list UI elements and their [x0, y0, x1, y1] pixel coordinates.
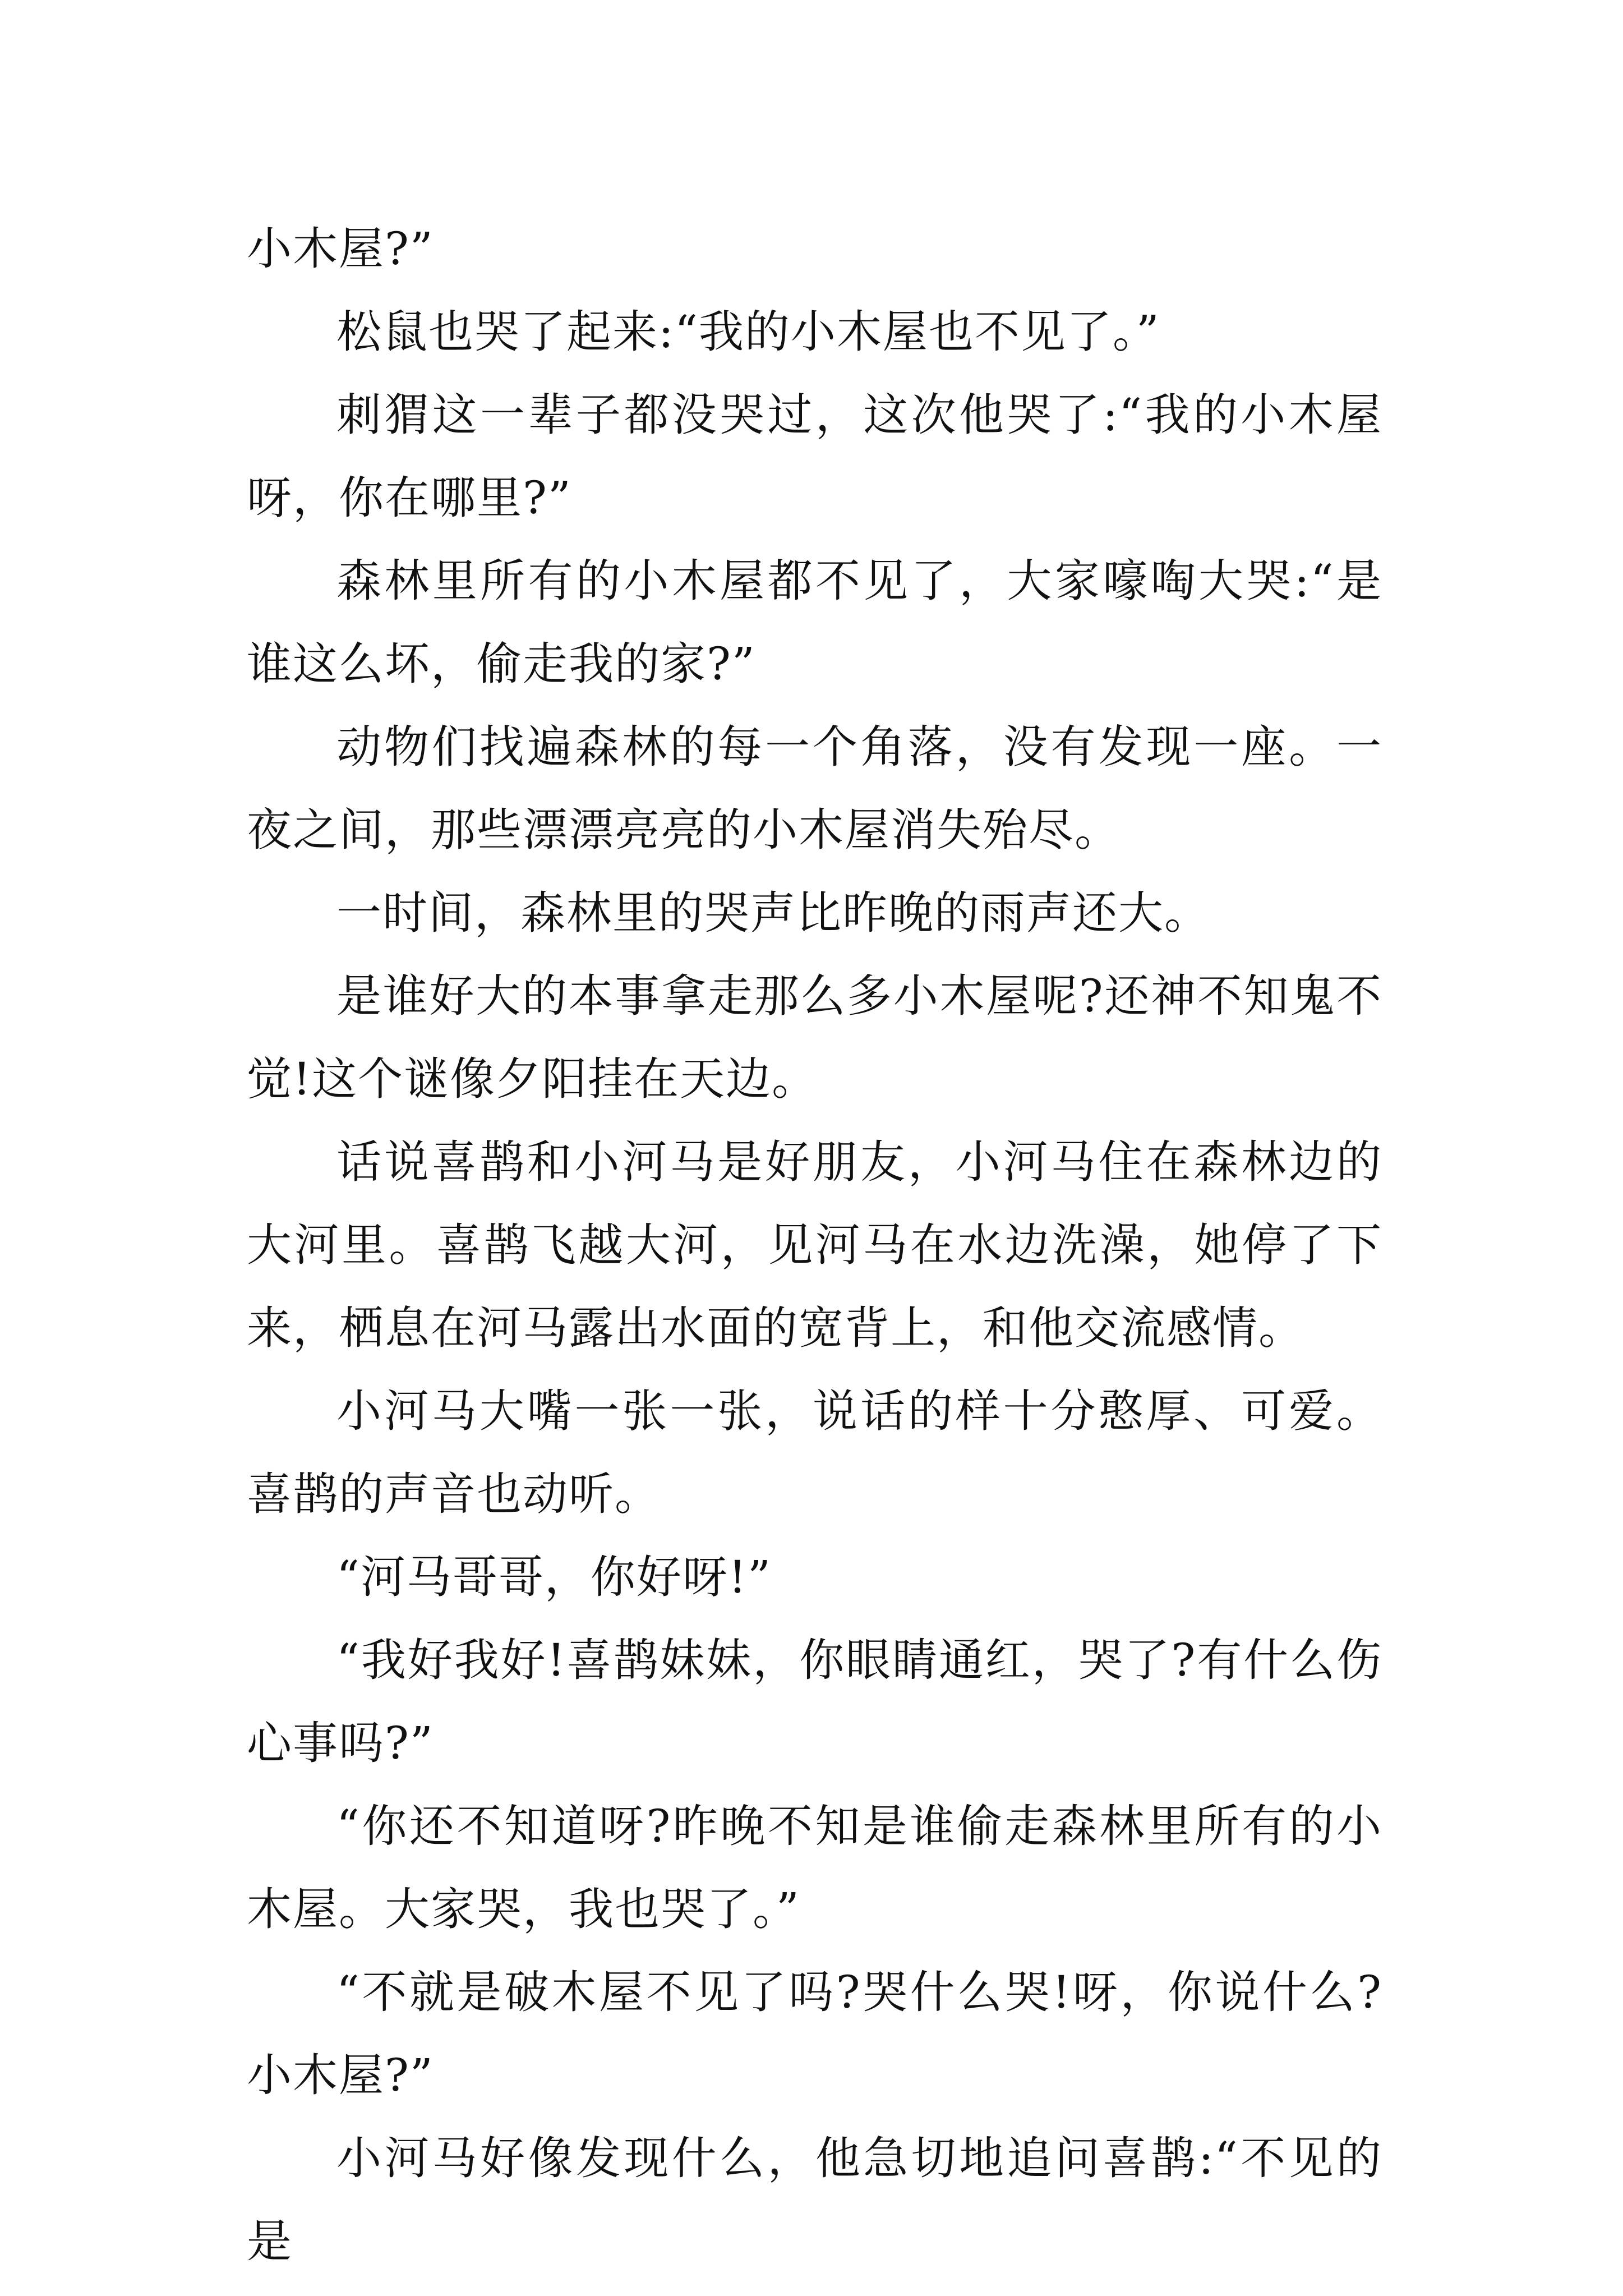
paragraph-14: 小河马好像发现什么，他急切地追问喜鹊:“不见的是 [247, 2132, 1382, 2267]
paragraph-13: “不就是破木屋不见了吗?哭什么哭!呀，你说什么?小木屋?” [247, 1966, 1382, 2101]
paragraph-11: “我好我好!喜鹊妹妹，你眼睛通红，哭了?有什么伤心事吗?” [247, 1634, 1382, 1769]
paragraph-10: “河马哥哥，你好呀!” [336, 1551, 772, 1603]
paragraph-12: “你还不知道呀?昨晚不知是谁偷走森林里所有的小木屋。大家哭，我也哭了。” [247, 1800, 1382, 1935]
paragraph-4: 森林里所有的小木屋都不见了，大家嚎啕大哭:“是谁这么坏，偷走我的家?” [247, 555, 1382, 690]
paragraph-7: 是谁好大的本事拿走那么多小木屋呢?还神不知鬼不觉!这个谜像夕阳挂在天边。 [247, 970, 1382, 1105]
paragraph-1: 小木屋?” [247, 223, 434, 275]
paragraph-8: 话说喜鹊和小河马是好朋友，小河马住在森林边的大河里。喜鹊飞越大河，见河马在水边洗澡，她停了下来，栖息在河马露出水面的宽背上，和他交流感情。 [247, 1136, 1382, 1354]
paragraph-5: 动物们找遍森林的每一个角落，没有发现一座。一夜之间，那些漂漂亮亮的小木屋消失殆尽。 [247, 721, 1382, 856]
paragraph-3: 刺猬这一辈子都没哭过，这次他哭了:“我的小木屋呀，你在哪里?” [247, 389, 1382, 524]
paragraph-9: 小河马大嘴一张一张，说话的样十分憨厚、可爱。喜鹊的声音也动听。 [247, 1385, 1382, 1520]
body-text [247, 208, 1382, 2283]
paragraph-2: 松鼠也哭了起来:“我的小木屋也不见了。” [336, 306, 1160, 358]
paragraph-6: 一时间，森林里的哭声比昨晚的雨声还大。 [336, 887, 1210, 939]
